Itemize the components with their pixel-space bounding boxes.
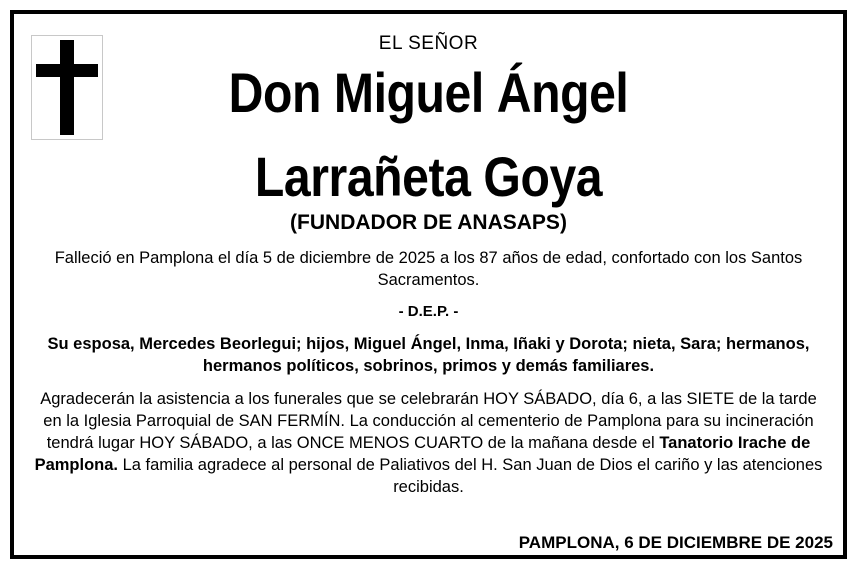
funeral-details-part-1: Agradecerán la asistencia a los funerales que se celebrarán HOY SÁBADO, día 6, a las SIETE de la tarde en la Iglesia Parroquial de SAN FERMÍN. La conducción al cementerio de Pamplona para su incineración tendrá lugar HOY SÁBADO, a las ONCE MENOS CUARTO de la mañana desde el	[40, 390, 817, 452]
death-announcement: Falleció en Pamplona el día 5 de diciembre de 2025 a los 87 años de edad, confortado con los Santos Sacramentos.	[54, 249, 803, 289]
honorific: EL SEÑOR	[378, 33, 479, 54]
deceased-name-line-1: Don Miguel Ángel	[228, 61, 629, 124]
family-members: Su esposa, Mercedes Beorlegui; hijos, Miguel Ángel, Inma, Iñaki y Dorota; nieta, Sara; hermanos, hermanos políticos, sobrinos, primos y demás familiares.	[47, 335, 810, 375]
deceased-name-line-2: Larrañeta Goya	[254, 145, 603, 208]
deceased-role: (FUNDADOR DE ANASAPS)	[290, 211, 567, 234]
funeral-details-part-2: La familia agradece al personal de Paliativos del H. San Juan de Dios el cariño y las atenciones recibidas.	[118, 456, 823, 496]
funeral-details	[30, 388, 827, 498]
obituary-notice	[10, 10, 847, 559]
place-and-date: PAMPLONA, 6 DE DICIEMBRE DE 2025	[518, 533, 833, 552]
funeral-venue: Tanatorio Irache de Pamplona.	[34, 434, 811, 474]
rest-in-peace: - D.E.P. -	[398, 303, 459, 320]
